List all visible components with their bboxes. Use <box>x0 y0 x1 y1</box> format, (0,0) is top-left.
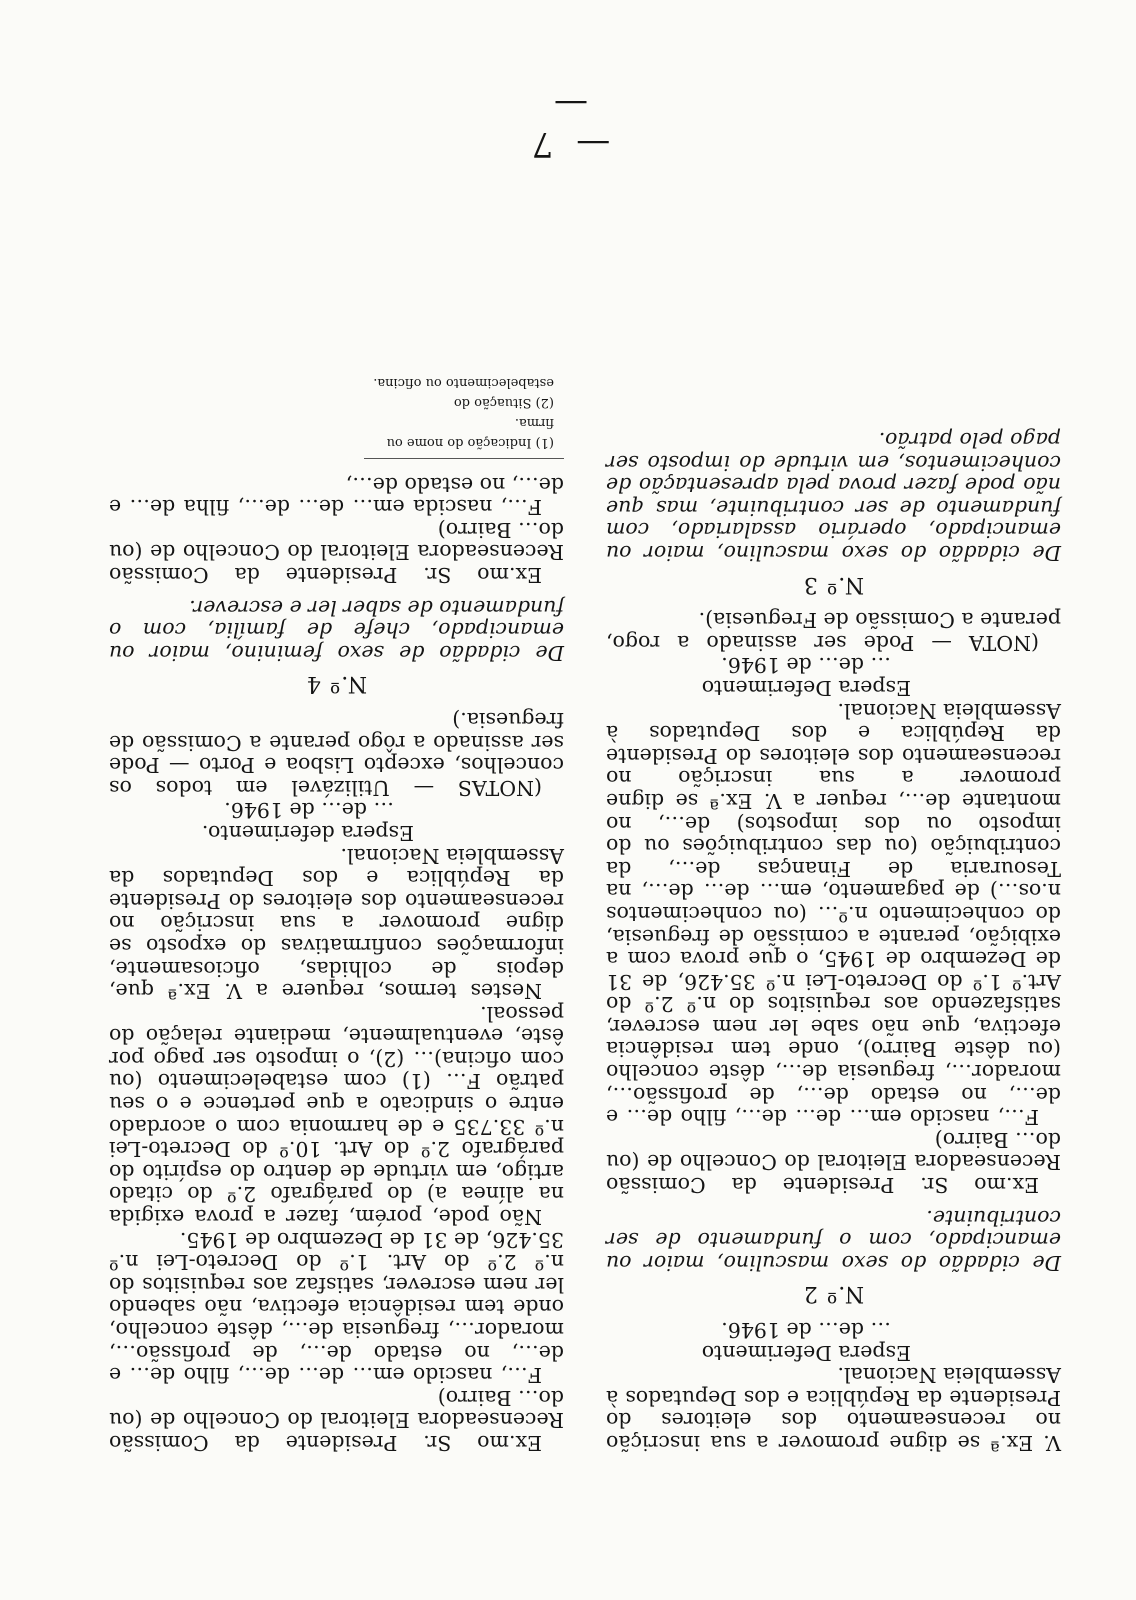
footnote-1: (1) Indicação do nome ou firma. <box>386 415 554 451</box>
body-n3-part3: Nestes termos, requere a V. Ex.ª que, depois de colhidas, oficiosamente, informações confirmativas do exposto se digne promover a sua inscrição no recenseamento dos eleitores do Presidente da República e dos Deputados da Assembleia Nacional. <box>109 843 564 1004</box>
date-line-1: … de… de 1946. <box>721 1318 891 1343</box>
body-n3-part1: F…, nascido em… de… de…, filho de… e de…, no estado de…, de profissão…, morador…, freguesia de…, dêste concelho, onde tem residência efectiva, não sabendo ler nem escrever, satisfaz aos requisitos do n.º 2.º do Art. 1.º do Decreto-Lei n.º 35.426, de 31 de Dezembro de 1945. <box>109 1227 564 1388</box>
subtitle-n4: De cidadão de sexo feminino, maior ou emancipado, chefe de família, com o fundamento de saber ler e escrever. <box>109 595 564 665</box>
subtitle-n2: De cidadão do sexo masculino, maior ou emancipado, com o fundamento de ser contribuinte. <box>606 1205 1061 1275</box>
right-column <box>109 372 564 1454</box>
espera-deferimento-3: Espera deferimento. <box>201 820 414 845</box>
body-n2: F…, nascido em… de… de…, filho de… e de…, no estado de…, de profissão…, morador…, freguesia de…, dêste concelho (ou dêste Bairro), onde tem residência efectiva, que não sabe ler nem escrever, satisfazendo aos requisitos do n.º 2.º do Art.º 1.º do Decreto-Lei n.º 35.426, de 31 de Dezembro de 1945, o que prova com a exibição, perante a comissão de freguesia, do conhecimento n.º… (ou conhecimentos n.os…) de pagamento, em… de… de…, na Tesouraria de Finanças de…, da contribuição (ou das contribuições ou do imposto ou dos impostos) de…, no montante de…, requer a V. Ex.ª se digne promover a sua inscrição no recenseamento dos eleitores do Presidente da República e dos Deputados à Assembleia Nacional. <box>606 698 1061 1130</box>
address-n4: Ex.mo Sr. Presidente da Comissão Recenseadora Eleitoral do Concelho de (ou do… Bairro) <box>109 517 564 588</box>
heading-n4: N.º 4 <box>305 671 368 697</box>
continuation-paragraph: V. Ex.ª se digne promover a sua inscrição no recenseamento dos eleitores do Presidente da República e dos Deputados à Assembleia Nacional. <box>606 1363 1061 1455</box>
footnotes <box>364 372 564 459</box>
nota-n2: (NOTA — Pode ser assinado a rogo, perante a Comissão de Freguesia). <box>606 608 1061 655</box>
address-n3: Ex.mo Sr. Presidente da Comissão Recenseadora Eleitoral do Concelho de (ou do… Bairro) <box>109 1385 564 1455</box>
heading-n2: N.º 2 <box>802 1281 865 1307</box>
date-line-2: … de… de 1946. <box>721 653 891 678</box>
espera-deferimento-2: Espera Deferimento <box>701 676 911 700</box>
espera-deferimento-1: Espera Deferimento <box>701 1340 911 1365</box>
date-line-3: … de… de 1946. <box>224 798 394 823</box>
footnote-2: (2) Situação do estabelecimento ou oficina. <box>373 375 554 411</box>
address-n2: Ex.mo Sr. Presidente da Comissão Recenseadora Eleitoral do Concelho de (ou do… Bairro) <box>606 1127 1061 1198</box>
heading-n3: N.º 3 <box>802 571 865 597</box>
body-n3-part2: Não pode, porém, fazer a prova exigida na alínea a) do parágrafo 2.º do citado artigo, em virtude de dentro do espírito do parágrafo 2.º do Art. 10.º do Decreto-Lei n.º 33.735 e de harmonia com o acordado entre o sindicato a que pertence e o seu patrão F… (1) com estabelecimento (ou com oficina)… (2), o imposto ser pago por êste, eventualmente, mediante relação do pessoal. <box>109 1001 564 1230</box>
page-number: — 7 — <box>525 84 611 164</box>
notas-n3: (NOTAS — Utilizável em todos os concelhos, excepto Lisboa e Porto — Pode ser assinado a rôgo perante a Comissão de freguesia.) <box>109 708 564 800</box>
subtitle-n3: De cidadão do sexo masculino, maior ou emancipado, operário assalariado, com fundamento de ser contribuinte, mas que não pode fazer prova pela apresentação de conhecimentos, em virtude do imposto ser pago pelo patrão. <box>606 428 1061 566</box>
body-n4: F…, nascida em… de… de…, filha de… e de…, no estado de…, <box>109 472 564 520</box>
left-column <box>606 428 1061 1454</box>
